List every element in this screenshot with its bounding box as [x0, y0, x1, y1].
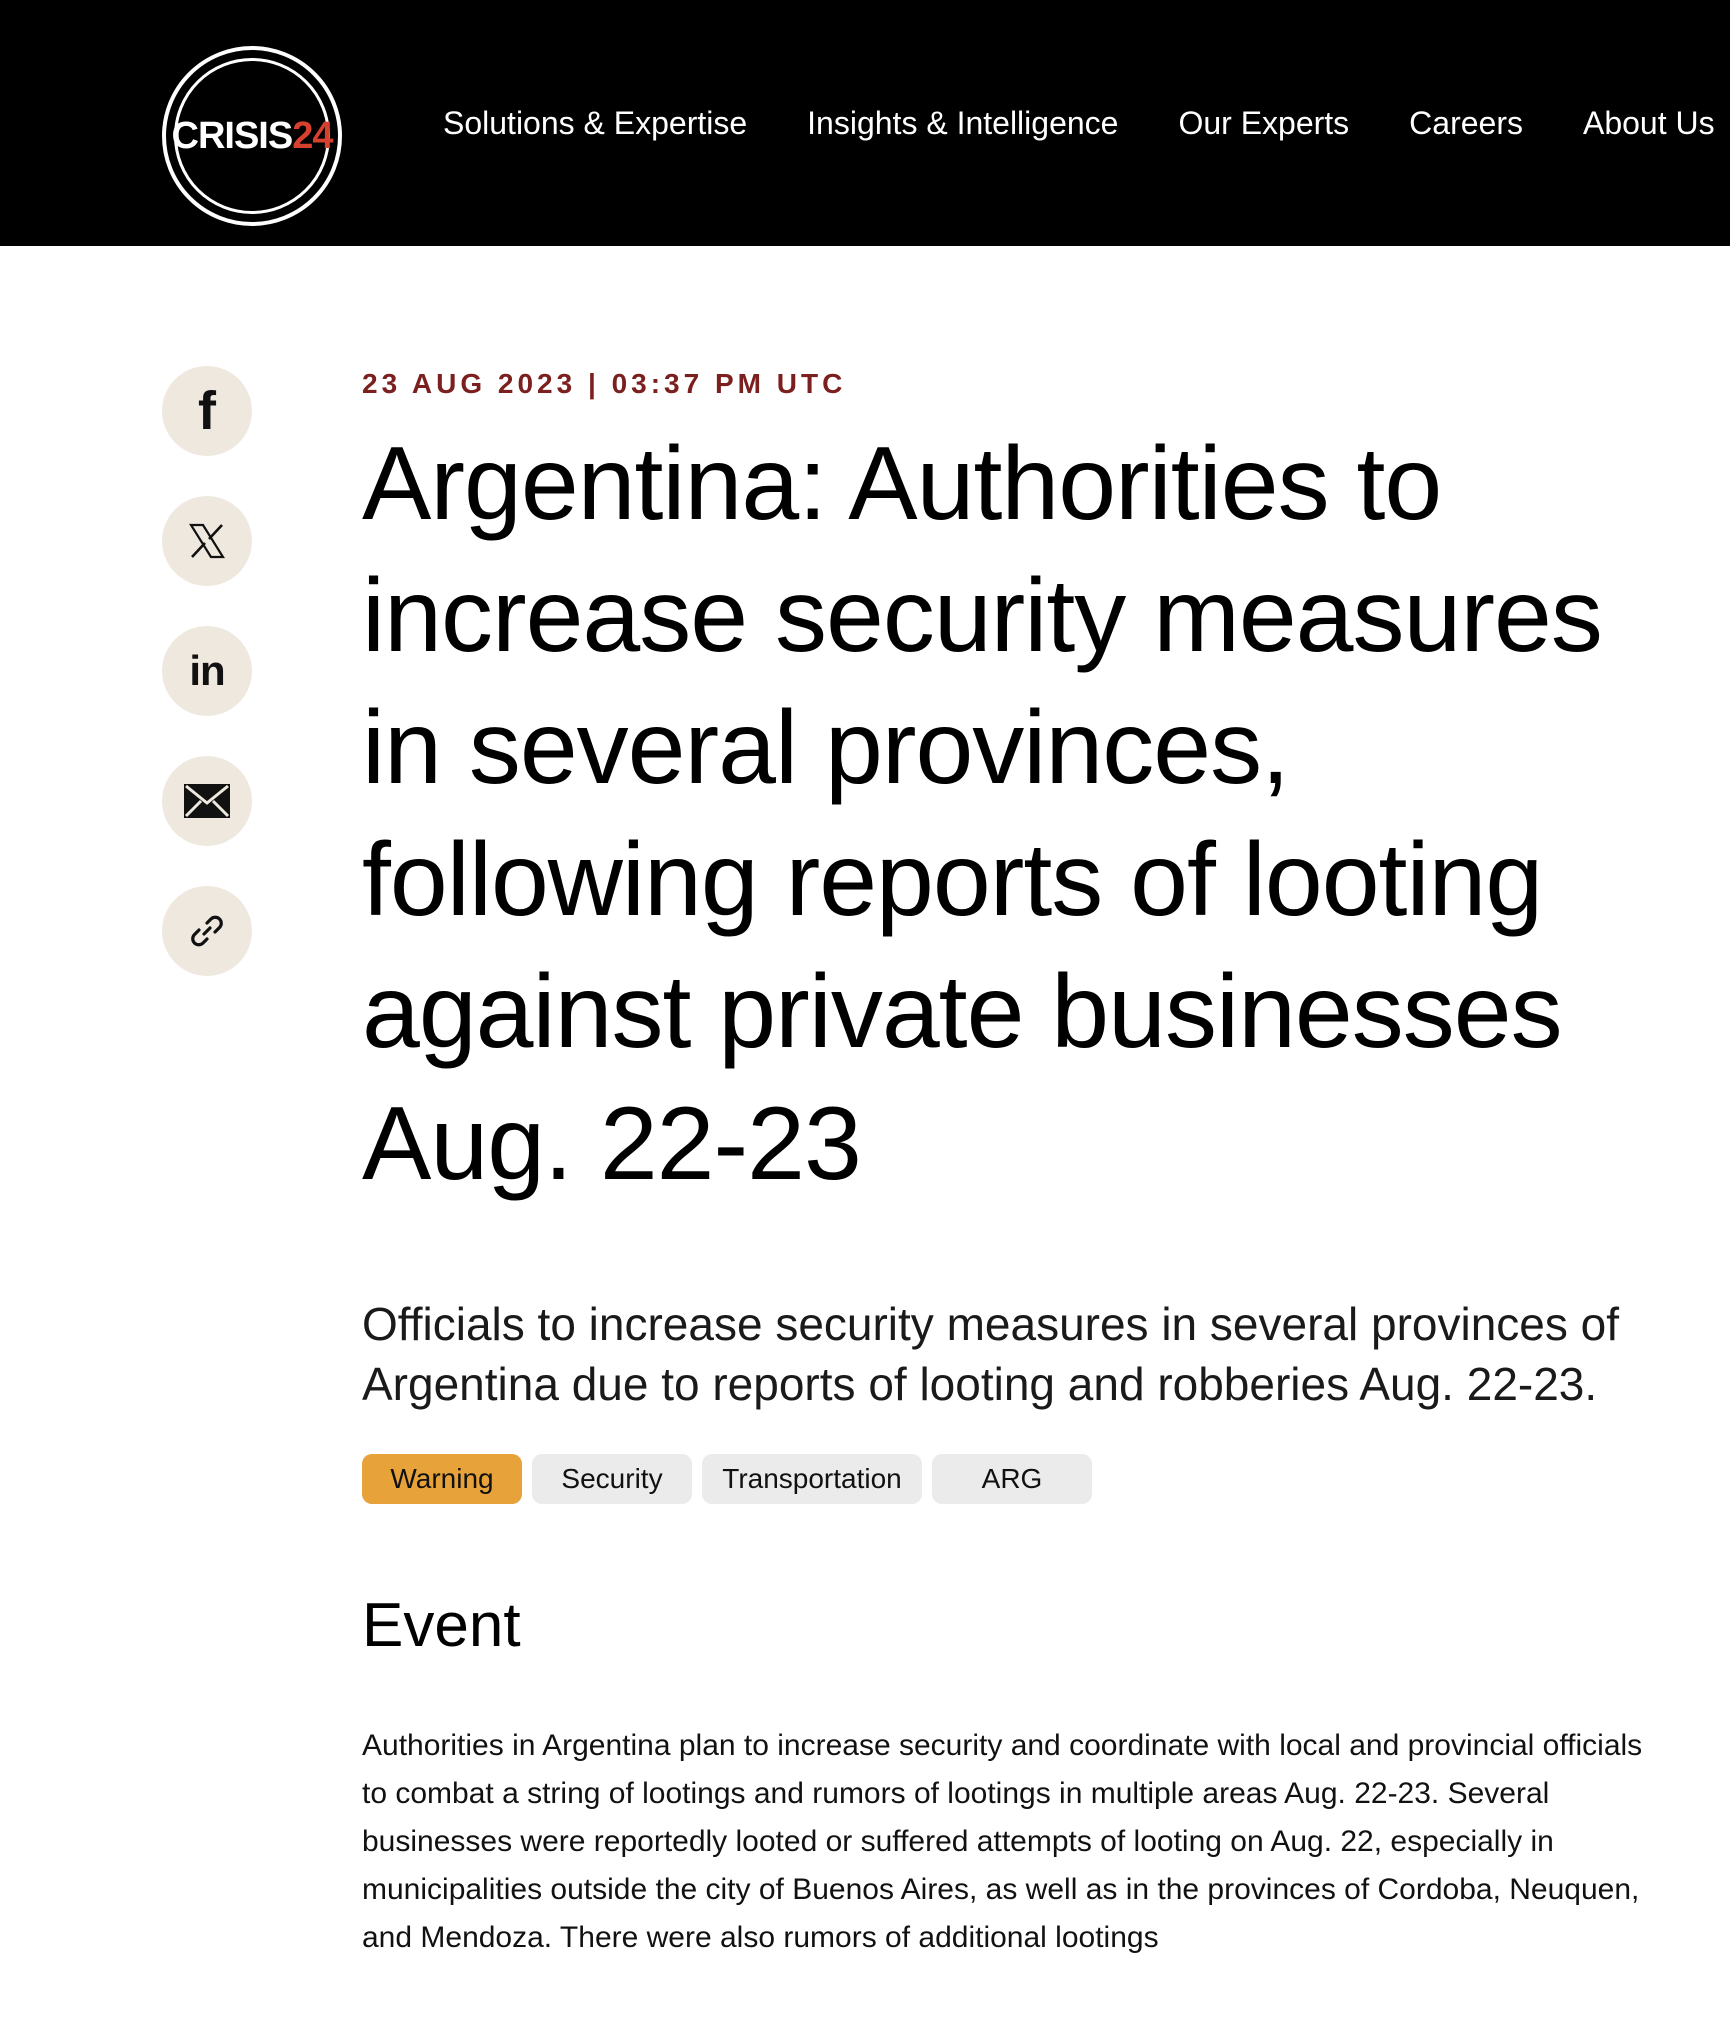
main-nav [443, 0, 1715, 246]
tag-transportation[interactable]: Transportation [702, 1454, 922, 1504]
copy-link-button[interactable] [162, 886, 252, 976]
article-title: Argentina: Authorities to increase security measures in several provinces, following reports of looting against private businesses Aug. 22-23 [362, 426, 1602, 1202]
article-date: 23 AUG 2023 | 03:37 PM UTC [362, 368, 847, 399]
nav-our-experts[interactable]: Our Experts [1178, 104, 1350, 141]
share-facebook-button[interactable] [162, 366, 252, 456]
nav-about-us[interactable]: About Us [1582, 104, 1715, 141]
share-linkedin-button[interactable] [162, 626, 252, 716]
x-icon [188, 522, 226, 560]
tag-list [362, 1454, 1662, 1504]
section-heading-event: Event [362, 1591, 521, 1660]
crisis24-logo[interactable] [162, 46, 342, 226]
link-icon [187, 911, 227, 951]
tag-warning[interactable]: Warning [362, 1454, 522, 1504]
article [362, 360, 1662, 1962]
social-share-bar [162, 366, 252, 1016]
nav-careers[interactable]: Careers [1409, 104, 1523, 141]
nav-solutions-expertise[interactable]: Solutions & Expertise [443, 104, 748, 141]
email-icon [183, 783, 231, 819]
tag-security[interactable]: Security [532, 1454, 692, 1504]
logo-text: CRISIS24 [171, 114, 333, 157]
tag-arg[interactable]: ARG [932, 1454, 1092, 1504]
nav-insights-intelligence[interactable]: Insights & Intelligence [807, 104, 1119, 141]
share-email-button[interactable] [162, 756, 252, 846]
facebook-icon: f [198, 381, 216, 441]
linkedin-icon: in [189, 647, 225, 694]
share-x-button[interactable] [162, 496, 252, 586]
article-body: Authorities in Argentina plan to increase security and coordinate with local and provincial officials to combat a string of lootings and rumors of lootings in multiple areas Aug. 22-23. Several businesses were reportedly looted or suffered attempts of looting on Aug. 22, especially in municipalities outside the city of Buenos Aires, as well as in the provinces of Cordoba, Neuquen, and Mendoza. There were also rumors of additional lootings [362, 1729, 1643, 1954]
article-summary: Officials to increase security measures in several provinces of Argentina due to reports of looting and robberies Aug. 22-23. [362, 1298, 1620, 1410]
site-header [0, 0, 1730, 246]
